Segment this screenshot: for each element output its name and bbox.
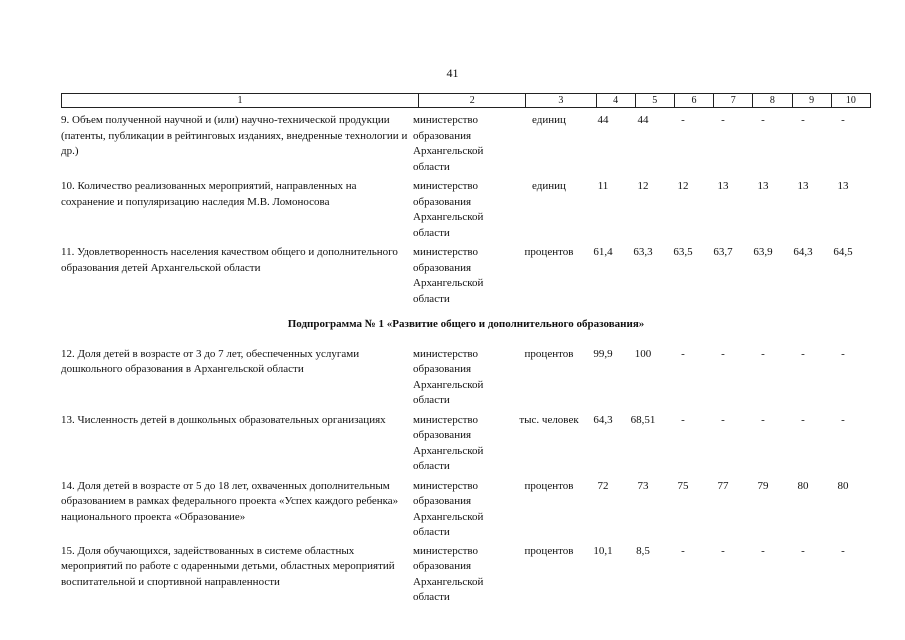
indicator-value: - (841, 347, 845, 360)
indicator-value: 11 (597, 180, 609, 192)
table-row (61, 347, 871, 409)
indicator-value: - (761, 347, 765, 360)
indicator-value: 79 (757, 479, 769, 492)
indicator-value: 13 (837, 180, 849, 192)
indicator-value: 64,5 (833, 246, 853, 258)
column-number-header (61, 93, 871, 108)
indicator-name: 15. Доля обучающихся, задействованных в системе областных мероприятий по работе с одаренными детьми, областных мероприятий воспитательной и спортивной направленности (61, 544, 395, 588)
indicator-value: - (841, 544, 845, 557)
indicator-value: - (681, 347, 685, 360)
indicator-value: - (761, 413, 765, 426)
table-row (61, 113, 871, 175)
indicator-value: 73 (637, 479, 649, 492)
indicator-name: 14. Доля детей в возрасте от 5 до 18 лет, охваченных дополнительным образованием в рамках федерального проекта «Успех каждого ребенка» национального проекта «Образование» (61, 479, 399, 523)
unit-of-measure: процентов (524, 479, 574, 492)
unit-of-measure: процентов (524, 246, 574, 258)
header-col-8: 8 (753, 94, 792, 108)
indicator-value: 13 (757, 180, 769, 192)
indicator-value: - (841, 413, 845, 426)
indicator-value: - (721, 544, 725, 557)
header-col-10: 10 (831, 94, 870, 108)
subprogram-title: Подпрограмма № 1 «Развитие общего и дополнительного образования» (287, 318, 645, 330)
header-col-5: 5 (635, 94, 674, 108)
indicator-value: 100 (634, 347, 652, 360)
indicator-name: 9. Объем полученной научной и (или) научно-технической продукции (патенты, публикации в рейтинговых изданиях, внедренные технологии и др.) (61, 114, 408, 157)
header-col-9: 9 (792, 94, 831, 108)
subprogram-row (61, 317, 871, 333)
responsible-executor: министерство образования Архангельской области (413, 479, 484, 538)
table-row (61, 479, 871, 541)
indicator-value: - (761, 544, 765, 557)
indicator-value: 77 (717, 479, 729, 492)
responsible-executor: министерство образования Архангельской области (413, 180, 484, 239)
indicator-table-body (61, 113, 871, 606)
indicator-group-2 (61, 347, 871, 606)
header-col-6: 6 (674, 94, 713, 108)
indicator-value: 63,5 (673, 246, 693, 258)
indicator-group-1 (61, 113, 871, 307)
indicator-value: 63,7 (713, 246, 733, 258)
responsible-executor: министерство образования Архангельской области (413, 544, 484, 603)
unit-of-measure: тыс. человек (519, 413, 579, 426)
indicator-value: - (801, 347, 805, 360)
header-col-7: 7 (714, 94, 753, 108)
table-row (61, 544, 871, 606)
indicator-value: 64,3 (593, 413, 613, 426)
indicator-value: - (681, 114, 685, 126)
indicator-value: 8,5 (636, 544, 650, 557)
indicator-value: 44 (637, 114, 649, 126)
indicator-value: - (721, 347, 725, 360)
indicator-value: - (801, 413, 805, 426)
page-number: 41 (446, 66, 459, 80)
indicator-value: 80 (837, 479, 849, 492)
header-col-2: 2 (419, 94, 526, 108)
unit-of-measure: единиц (532, 180, 566, 192)
indicator-name: 13. Численность детей в дошкольных образовательных организациях (61, 413, 386, 426)
table-row (61, 413, 871, 475)
indicator-value: - (801, 544, 805, 557)
indicator-value: - (761, 114, 765, 126)
responsible-executor: министерство образования Архангельской области (413, 347, 484, 406)
unit-of-measure: процентов (524, 544, 574, 557)
indicator-name: 10. Количество реализованных мероприятий, направленных на сохранение и популяризацию наследия М.В. Ломоносова (61, 180, 357, 208)
indicator-value: - (801, 114, 805, 126)
table-row (61, 245, 871, 307)
indicator-value: 64,3 (793, 246, 813, 258)
unit-of-measure: процентов (524, 347, 574, 360)
responsible-executor: министерство образования Архангельской области (413, 114, 484, 173)
indicator-value: 13 (797, 180, 809, 192)
indicator-value: 75 (677, 479, 689, 492)
indicator-value: 10,1 (593, 544, 613, 557)
indicator-value: 44 (597, 114, 609, 126)
indicator-value: 63,9 (753, 246, 773, 258)
indicator-value: 13 (717, 180, 729, 192)
indicator-value: 99,9 (593, 347, 613, 360)
header-col-4: 4 (596, 94, 635, 108)
responsible-executor: министерство образования Архангельской области (413, 413, 484, 472)
header-col-1: 1 (62, 94, 419, 108)
indicator-name: 11. Удовлетворенность населения качеством общего и дополнительного образования детей Архангельской области (61, 246, 398, 274)
indicator-name: 12. Доля детей в возрасте от 3 до 7 лет, обеспеченных услугами дошкольного образования в Архангельской области (61, 347, 360, 375)
indicator-value: - (721, 413, 725, 426)
indicator-value: 12 (677, 180, 689, 192)
indicator-value: 72 (597, 479, 609, 492)
indicator-value: 80 (797, 479, 809, 492)
responsible-executor: министерство образования Архангельской области (413, 246, 484, 305)
indicator-value: 68,51 (630, 413, 656, 426)
indicator-value: - (841, 114, 845, 126)
indicator-value: 63,3 (633, 246, 653, 258)
indicator-value: - (681, 544, 685, 557)
indicator-value: 61,4 (593, 246, 613, 258)
indicator-value: 12 (637, 180, 649, 192)
indicator-value: - (681, 413, 685, 426)
unit-of-measure: единиц (532, 114, 566, 126)
indicator-value: - (721, 114, 725, 126)
table-row (61, 179, 871, 241)
header-col-3: 3 (526, 94, 596, 108)
